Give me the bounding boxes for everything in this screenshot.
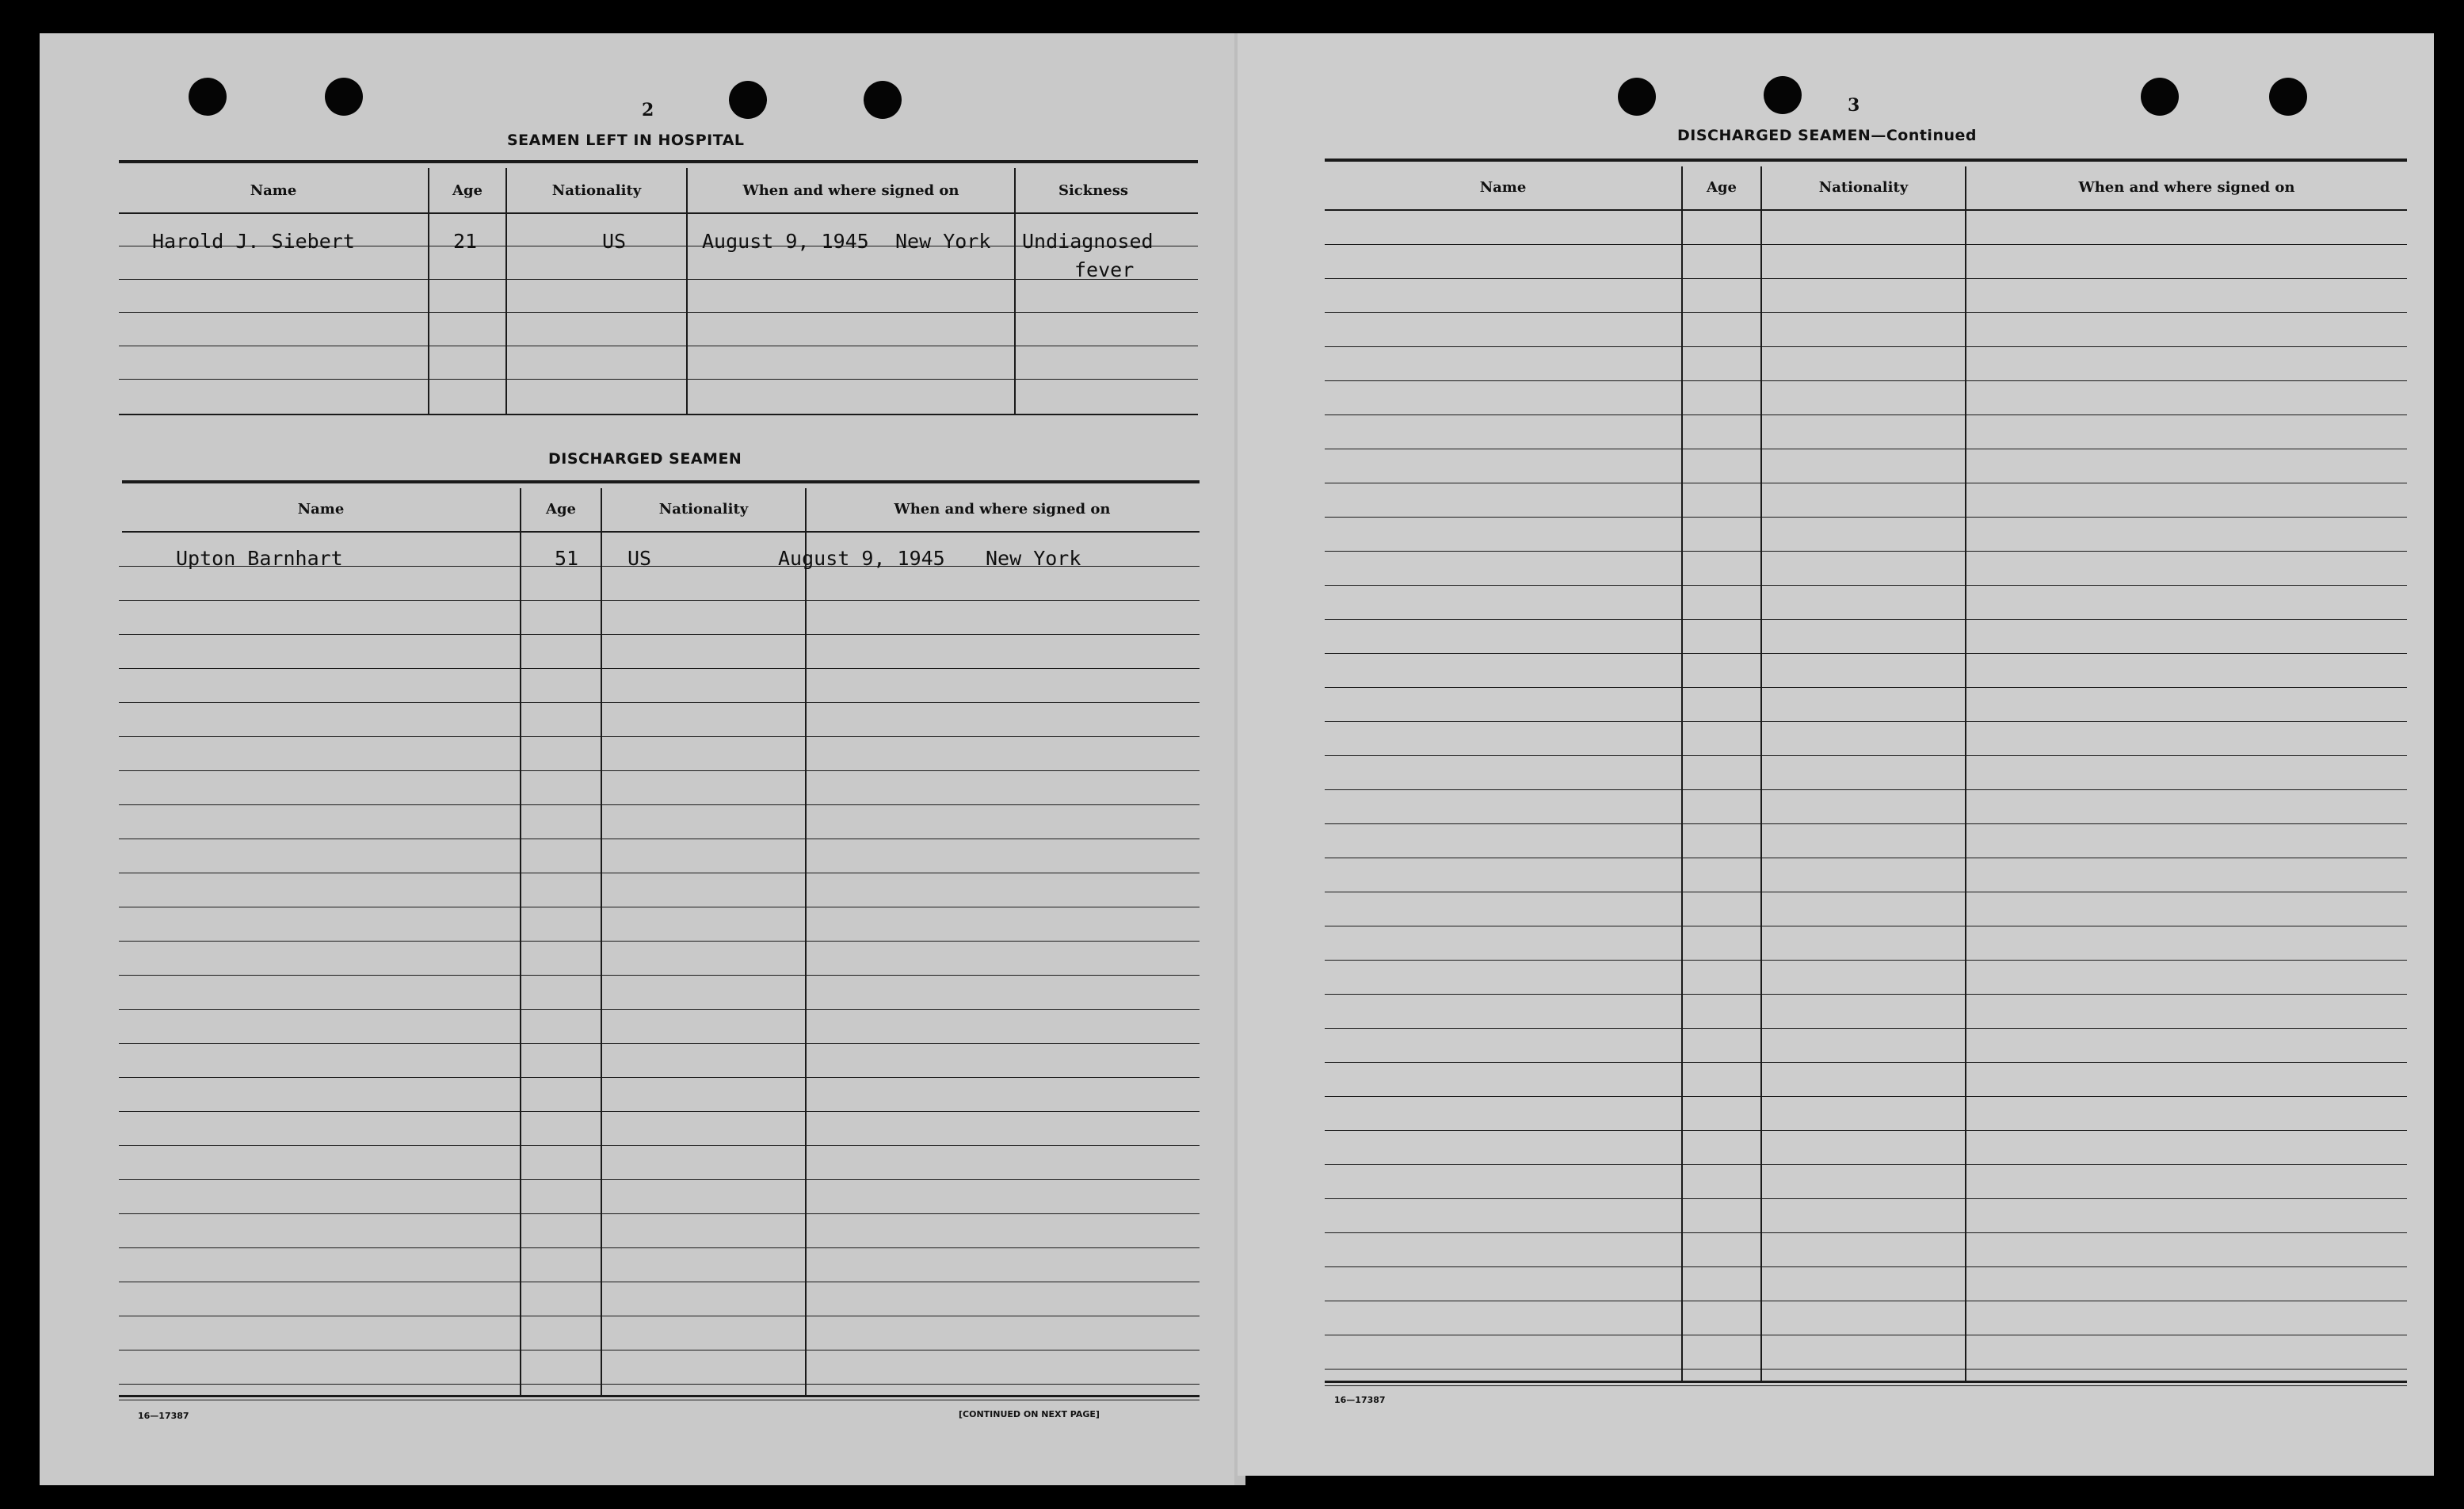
discharged-row-nationality: US bbox=[627, 547, 652, 570]
page-number: 2 bbox=[642, 100, 654, 120]
form-number: 16—17387 bbox=[1334, 1395, 1386, 1405]
row-rule bbox=[119, 702, 1200, 703]
discharged-row-age: 51 bbox=[555, 547, 579, 570]
row-rule bbox=[1325, 653, 2407, 654]
header-rule bbox=[1325, 209, 2407, 211]
page-number: 3 bbox=[1848, 95, 1860, 116]
row-rule bbox=[119, 1145, 1200, 1146]
continued-note: [CONTINUED ON NEXT PAGE] bbox=[959, 1409, 1100, 1419]
column-header-nationality: Nationality bbox=[658, 501, 749, 518]
row-rule bbox=[1325, 721, 2407, 722]
column-header-signed-on: When and where signed on bbox=[742, 182, 959, 199]
column-header-nationality: Nationality bbox=[551, 182, 642, 199]
row-rule bbox=[1325, 755, 2407, 756]
row-rule bbox=[1325, 994, 2407, 995]
row-rule bbox=[119, 1009, 1200, 1010]
column-divider bbox=[1681, 166, 1683, 1382]
row-rule bbox=[119, 975, 1200, 976]
column-divider bbox=[805, 488, 807, 1396]
discharged-continued-title: DISCHARGED SEAMEN—Continued bbox=[1677, 127, 1977, 144]
discharged-row-place: New York bbox=[986, 547, 1081, 570]
punch-hole bbox=[729, 81, 767, 119]
row-rule bbox=[1325, 1164, 2407, 1165]
hospital-row-place: New York bbox=[895, 230, 991, 253]
column-header-signed-on: When and where signed on bbox=[894, 501, 1111, 518]
column-header-name: Name bbox=[1479, 179, 1527, 196]
row-rule bbox=[119, 668, 1200, 669]
table-bottom-rule bbox=[119, 414, 1198, 415]
row-rule bbox=[1325, 414, 2407, 415]
row-rule bbox=[119, 279, 1198, 280]
left-page bbox=[40, 33, 1244, 1485]
form-number: 16—17387 bbox=[138, 1411, 189, 1421]
row-rule bbox=[119, 1043, 1200, 1044]
row-rule bbox=[1325, 1232, 2407, 1233]
row-rule bbox=[1325, 1369, 2407, 1370]
row-rule bbox=[1325, 278, 2407, 279]
row-rule bbox=[1325, 789, 2407, 790]
hospital-row-name: Harold J. Siebert bbox=[152, 230, 355, 253]
row-rule bbox=[119, 600, 1200, 601]
row-rule bbox=[1325, 312, 2407, 313]
column-header-age: Age bbox=[1706, 179, 1737, 196]
header-rule bbox=[122, 531, 1200, 533]
punch-hole bbox=[325, 78, 363, 116]
row-rule bbox=[119, 1111, 1200, 1112]
row-rule bbox=[1325, 1130, 2407, 1131]
row-rule bbox=[119, 1384, 1200, 1385]
hospital-section-title: SEAMEN LEFT IN HOSPITAL bbox=[507, 132, 745, 149]
punch-hole bbox=[864, 81, 902, 119]
column-header-signed-on: When and where signed on bbox=[2078, 179, 2295, 196]
row-rule bbox=[119, 312, 1198, 313]
row-rule bbox=[1325, 551, 2407, 552]
row-rule bbox=[1325, 346, 2407, 347]
row-rule bbox=[119, 1247, 1200, 1248]
row-rule bbox=[1325, 1028, 2407, 1029]
table-top-rule bbox=[1325, 159, 2407, 162]
table-top-rule bbox=[119, 160, 1198, 163]
row-rule bbox=[119, 736, 1200, 737]
column-divider bbox=[601, 488, 602, 1396]
table-bottom-rule bbox=[1325, 1381, 2407, 1383]
column-header-age: Age bbox=[545, 501, 576, 518]
hospital-row-date: August 9, 1945 bbox=[702, 230, 869, 253]
row-rule bbox=[1325, 960, 2407, 961]
row-rule bbox=[1325, 1266, 2407, 1267]
table-top-rule bbox=[122, 480, 1200, 483]
column-header-name: Name bbox=[250, 182, 297, 199]
header-rule bbox=[119, 212, 1198, 214]
punch-hole bbox=[2269, 78, 2307, 116]
row-rule bbox=[119, 770, 1200, 771]
column-divider bbox=[505, 168, 507, 414]
row-rule bbox=[119, 1179, 1200, 1180]
hospital-row-sickness-cont: fever bbox=[1074, 258, 1135, 281]
row-rule bbox=[1325, 244, 2407, 245]
column-divider bbox=[520, 488, 521, 1396]
row-rule bbox=[119, 804, 1200, 805]
hospital-row-sickness: Undiagnosed bbox=[1022, 230, 1154, 253]
discharged-row-date: August 9, 1945 bbox=[778, 547, 945, 570]
punch-hole bbox=[2141, 78, 2179, 116]
column-header-nationality: Nationality bbox=[1818, 179, 1909, 196]
column-divider bbox=[1014, 168, 1016, 414]
row-rule bbox=[119, 634, 1200, 635]
column-divider bbox=[1965, 166, 1966, 1382]
row-rule bbox=[1325, 1062, 2407, 1063]
column-header-sickness: Sickness bbox=[1058, 182, 1129, 199]
row-rule bbox=[1325, 1198, 2407, 1199]
row-rule bbox=[119, 941, 1200, 942]
row-rule bbox=[1325, 619, 2407, 620]
column-header-age: Age bbox=[452, 182, 483, 199]
column-divider bbox=[686, 168, 688, 414]
row-rule bbox=[119, 1077, 1200, 1078]
column-divider bbox=[1760, 166, 1762, 1382]
discharged-row-name: Upton Barnhart bbox=[176, 547, 343, 570]
row-rule bbox=[1325, 823, 2407, 824]
row-rule bbox=[1325, 1096, 2407, 1097]
column-header-name: Name bbox=[297, 501, 345, 518]
right-page bbox=[1238, 33, 2434, 1476]
punch-hole bbox=[1618, 78, 1656, 116]
row-rule bbox=[1325, 380, 2407, 381]
hospital-row-nationality: US bbox=[602, 230, 627, 253]
table-bottom-rule bbox=[1325, 1385, 2407, 1386]
row-rule bbox=[1325, 687, 2407, 688]
column-divider bbox=[428, 168, 429, 414]
table-bottom-rule bbox=[119, 1395, 1200, 1397]
row-rule bbox=[119, 379, 1198, 380]
hospital-row-age: 21 bbox=[453, 230, 478, 253]
discharged-section-title: DISCHARGED SEAMEN bbox=[548, 450, 742, 468]
row-rule bbox=[1325, 517, 2407, 518]
punch-hole bbox=[189, 78, 227, 116]
row-rule bbox=[1325, 585, 2407, 586]
row-rule bbox=[119, 1213, 1200, 1214]
punch-hole bbox=[1764, 76, 1802, 114]
